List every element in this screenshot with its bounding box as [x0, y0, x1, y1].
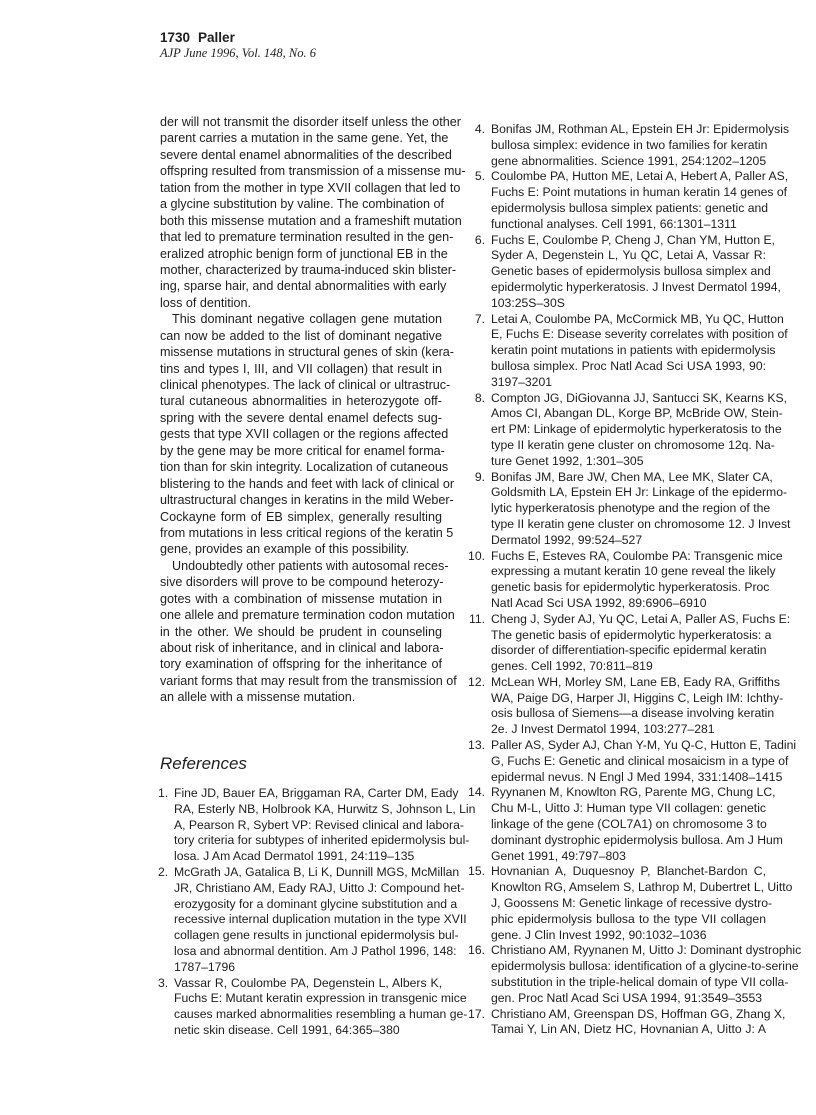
reference-number: 9. [474, 469, 485, 484]
reference-item [468, 943, 802, 1006]
reference-line: Letai A, Coulombe PA, McCormick MB, Yu QC, Hutton [491, 311, 784, 326]
reference-item [468, 864, 793, 943]
reference-line: A, Pearson R, Sybert VP: Revised clinical and labora- [174, 817, 464, 832]
reference-number: 6. [474, 232, 485, 247]
reference-line: Coulombe PA, Hutton ME, Letai A, Hebert A, Paller AS, [491, 169, 789, 184]
paragraph [160, 114, 466, 311]
reference-item [468, 232, 781, 312]
reference-line: G, Fuchs E: Genetic and clinical mosaicism in a type of [491, 753, 789, 768]
reference-line: Genet 1991, 49:797–803 [491, 848, 626, 863]
reference-line: 2e. J Invest Dermatol 1994, 103:277–281 [491, 722, 715, 737]
references-list-left [158, 786, 476, 1039]
reference-line: RA, Esterly NB, Holbrook KA, Hurwitz S, Johnson L, Lin [174, 801, 476, 816]
reference-line: gene. J Clin Invest 1992, 90:1032–1036 [491, 927, 707, 942]
text-line: severe dental enamel abnormalities of the described [160, 147, 452, 162]
reference-item [468, 738, 797, 785]
text-line: eralized atrophic benign form of junctional EB in the [160, 246, 448, 261]
reference-number: 16. [468, 943, 485, 958]
reference-line: Paller AS, Syder AJ, Chan Y-M, Yu Q-C, Hutton E, Tadini [491, 738, 797, 753]
text-line: parent carries a mutation in the same gene. Yet, the [160, 131, 449, 146]
reference-number: 4. [474, 122, 485, 136]
body-text [160, 114, 466, 706]
reference-number: 15. [468, 864, 485, 879]
reference-line: Hovnanian A, Duquesnoy P, Blanchet-Bardon C, [491, 864, 766, 879]
journal-citation: AJP June 1996, Vol. 148, No. 6 [160, 46, 316, 60]
reference-item [468, 548, 783, 612]
text-line: in the other. We should be prudent in counseling [160, 624, 442, 639]
reference-line: Fuchs E, Coulombe P, Cheng J, Chan YM, Hutton E, [491, 232, 776, 247]
text-line: from mutations in less critical regions of the keratin 5 [160, 525, 454, 540]
reference-line: Dermatol 1992, 99:524–527 [491, 532, 643, 547]
references-heading: References [160, 754, 247, 773]
reference-line: McLean WH, Morley SM, Lane EB, Eady RA, Griffiths [491, 674, 780, 689]
reference-line: phic epidermolysis bullosa to the type VII collagen [491, 911, 766, 926]
text-line: blistering to the hands and feet with lack of clinical or [160, 476, 455, 491]
text-line: that led to premature termination resulted in the gen- [160, 230, 454, 245]
reference-item [468, 122, 790, 169]
reference-number: 5. [474, 169, 485, 184]
reference-item [468, 1006, 786, 1039]
reference-line: keratin point mutations in patients with epidermolysis [491, 343, 776, 358]
text-line: ultrastructural changes in keratins in the mild Weber- [160, 493, 454, 508]
reference-line: 103:25S–30S [491, 295, 565, 310]
text-line: an allele with a missense mutation. [160, 690, 356, 705]
reference-line: type II keratin gene cluster on chromosome 12q. Na- [491, 437, 775, 452]
reference-line: McGrath JA, Gatalica B, Li K, Dunnill MGS, McMillan [174, 864, 460, 879]
paragraph [160, 558, 457, 706]
reference-item [468, 611, 791, 675]
text-line: offspring resulted from transmission of a missense mu- [160, 164, 466, 179]
reference-line: Fuchs E: Mutant keratin expression in transgenic mice [174, 991, 467, 1006]
reference-line: ture Genet 1992, 1:301–305 [491, 453, 644, 468]
reference-line: dominant dystrophic epidermolysis bullosa. Am J Hum [491, 832, 783, 847]
reference-line: erozygosity for a dominant glycine substitution and a [174, 896, 458, 911]
reference-number: 11. [468, 611, 485, 626]
text-line: tins and types I, III, and VII collagen) that result in [160, 361, 442, 376]
reference-item [158, 975, 468, 1039]
text-line: tion than for skin integrity. Localization of cutaneous [160, 460, 449, 475]
reference-line: lytic hyperkeratosis phenotype and the region of the [491, 501, 771, 516]
text-line: both this missense mutation and a frameshift mutation [160, 213, 462, 228]
reference-number: 8. [474, 390, 485, 405]
reference-line: ert PM: Linkage of epidermolytic hyperkeratosis to the [491, 422, 782, 437]
text-line: variant forms that may result from the transmission of [160, 673, 457, 688]
reference-line: causes marked abnormalities resembling a human ge- [174, 1007, 468, 1022]
reference-line: disorder of differentiation-specific epidermal keratin [491, 643, 767, 658]
text-line: missense mutations in structural genes of skin (kera- [160, 345, 454, 360]
reference-line: bullosa simplex: evidence in two families for keratin [491, 137, 768, 152]
text-line: by the gene may be more critical for enamel forma- [160, 443, 445, 458]
text-line: loss of dentition. [160, 295, 252, 310]
text-line: gests that type XVII collagen or the regions affected [160, 427, 449, 442]
reference-line: genes. Cell 1992, 70:811–819 [491, 659, 653, 674]
reference-line: E, Fuchs E: Disease severity correlates with position of [491, 327, 788, 342]
reference-line: Syder A, Degenstein L, Yu QC, Letai A, Vassar R: [491, 248, 766, 263]
reference-line: Fuchs E, Esteves RA, Coulombe PA: Transgenic mice [491, 548, 783, 563]
reference-line: losa and abnormal dentition. Am J Pathol 1996, 148: [174, 943, 457, 958]
reference-line: Christiano AM, Ryynanen M, Uitto J: Dominant dystrophic [491, 943, 802, 958]
reference-line: collagen gene results in junctional epidermolysis bul- [174, 928, 459, 943]
text-line: Cockayne form of EB simplex, generally resulting [160, 509, 442, 524]
reference-number: 2. [158, 864, 169, 879]
running-header [160, 30, 243, 45]
reference-number: 12. [468, 674, 485, 689]
reference-number: 10. [468, 548, 485, 563]
reference-line: Fine JD, Bauer EA, Briggaman RA, Carter DM, Eady [174, 786, 459, 800]
reference-line: Amos CI, Abangan DL, Korge BP, McBride OW, Stein- [491, 406, 783, 421]
text-line: tory examination of offspring for the inheritance of [160, 657, 442, 672]
reference-line: type II keratin gene cluster on chromosome 12. J Invest [491, 516, 791, 531]
text-line: ing, sparse hair, and dental abnormalities with early [160, 279, 447, 294]
reference-item [468, 469, 791, 549]
reference-line: Genetic bases of epidermolysis bullosa simplex and [491, 264, 771, 279]
reference-number: 1. [158, 786, 169, 800]
reference-line: Goldsmith LA, Epstein EH Jr: Linkage of the epidermo- [491, 485, 788, 500]
reference-line: The genetic basis of epidermolytic hyperkeratosis: a [491, 627, 772, 642]
paragraph [160, 311, 455, 558]
reference-item [468, 785, 783, 864]
reference-item [468, 390, 788, 470]
reference-number: 3. [158, 975, 169, 990]
text-line: one allele and premature termination codon mutation [160, 608, 455, 623]
text-line: spring with the severe dental enamel defects sug- [160, 410, 442, 425]
reference-line: 1787–1796 [174, 959, 236, 974]
reference-line: Cheng J, Syder AJ, Yu QC, Letai A, Paller AS, Fuchs E: [491, 611, 791, 626]
page-number: 1730 [160, 30, 191, 45]
reference-line: Compton JG, DiGiovanna JJ, Santucci SK, Kearns KS, [491, 390, 788, 405]
reference-number: 7. [474, 311, 485, 326]
text-line: tural cutaneous abnormalities in heterozygote off- [160, 394, 442, 409]
reference-number: 14. [468, 785, 485, 800]
reference-line: Ryynanen M, Knowlton RG, Parente MG, Chung LC, [491, 785, 776, 800]
reference-line: 3197–3201 [491, 374, 553, 389]
reference-line: gene abnormalities. Science 1991, 254:1202–1205 [491, 153, 767, 168]
reference-line: functional analyses. Cell 1991, 66:1301–1311 [491, 216, 737, 231]
reference-line: Natl Acad Sci USA 1992, 89:6906–6910 [491, 595, 707, 610]
reference-line: Bonifas JM, Rothman AL, Epstein EH Jr: Epidermolysis [491, 122, 790, 136]
text-line: about risk of inheritance, and in clinical and labora- [160, 641, 444, 655]
text-line: gene, provides an example of this possibility. [160, 542, 409, 557]
reference-number: 17. [468, 1006, 485, 1021]
reference-line: epidermolysis bullosa simplex patients: genetic and [491, 200, 769, 215]
reference-line: bullosa simplex. Proc Natl Acad Sci USA 1993, 90: [491, 358, 766, 373]
reference-item [468, 169, 789, 232]
text-line: tation from the mother in type XVII collagen that led to [160, 180, 461, 195]
reference-line: Chu M-L, Uitto J: Human type VII collagen: genetic [491, 801, 766, 816]
reference-line: losa. J Am Acad Dermatol 1991, 24:119–135 [174, 849, 415, 864]
reference-line: osis bullosa of Siemens—a disease involving keratin [491, 706, 775, 721]
reference-line: gen. Proc Natl Acad Sci USA 1994, 91:3549–3553 [491, 990, 763, 1005]
reference-line: epidermolytic hyperkeratosis. J Invest Dermatol 1994, [491, 279, 781, 294]
reference-line: Christiano AM, Greenspan DS, Hoffman GG, Zhang X, [491, 1006, 786, 1021]
text-line: mother, characterized by trauma-induced skin blister- [160, 262, 457, 277]
text-line: gotes with a combination of missense mutation in [160, 591, 442, 606]
text-line: Undoubtedly other patients with autosomal reces- [172, 558, 449, 573]
reference-line: epidermal nevus. N Engl J Med 1994, 331:1408–1415 [491, 769, 783, 784]
reference-item [468, 311, 788, 391]
text-line: This dominant negative collagen gene mutation [172, 312, 442, 327]
text-line: sive disorders will prove to be compound heterozy- [160, 575, 444, 590]
reference-line: JR, Christiano AM, Eady RAJ, Uitto J: Compound het- [174, 880, 465, 895]
reference-line: J, Goossens M: Genetic linkage of recessive dystro- [491, 896, 773, 911]
reference-line: Vassar R, Coulombe PA, Degenstein L, Albers K, [174, 975, 442, 990]
reference-line: substitution in the triple-helical domain of type VII colla- [491, 975, 789, 990]
reference-line: epidermolysis bullosa: identification of a glycine-to-serine [491, 959, 799, 974]
reference-line: Bonifas JM, Bare JW, Chen MA, Lee MK, Slater CA, [491, 469, 773, 484]
reference-line: netic skin disease. Cell 1991, 64:365–380 [174, 1022, 400, 1037]
reference-item [158, 786, 476, 865]
reference-line: Fuchs E: Point mutations in human keratin 14 genes of [491, 185, 788, 200]
reference-line: genetic basis for epidermolytic hyperkeratosis. Proc [491, 580, 770, 595]
reference-line: WA, Paige DG, Harper JI, Higgins C, Leigh IM: Ichthy- [491, 690, 784, 705]
text-line: clinical phenotypes. The lack of clinical or ultrastruc- [160, 378, 451, 392]
reference-item [158, 864, 467, 976]
references-list-right [468, 122, 802, 1038]
reference-line: expressing a mutant keratin 10 gene reveal the likely [491, 564, 776, 579]
reference-line: tory criteria for subtypes of inherited epidermolysis bul- [174, 833, 470, 848]
text-line: a glycine substitution by valine. The combination of [160, 197, 444, 212]
reference-number: 13. [468, 738, 485, 753]
reference-line: Tamai Y, Lin AN, Dietz HC, Hovnanian A, Uitto J: A [491, 1022, 766, 1037]
reference-line: Knowlton RG, Amselem S, Lathrop M, Dubertret L, Uitto [491, 880, 793, 895]
reference-line: recessive internal duplication mutation in the type XVII [174, 912, 467, 927]
reference-line: linkage of the gene (COL7A1) on chromosome 3 to [491, 817, 767, 832]
reference-item [468, 674, 784, 738]
running-author: Paller [198, 30, 235, 45]
text-line: can now be added to the list of dominant negative [160, 328, 442, 343]
text-line: der will not transmit the disorder itself unless the other [160, 115, 461, 129]
